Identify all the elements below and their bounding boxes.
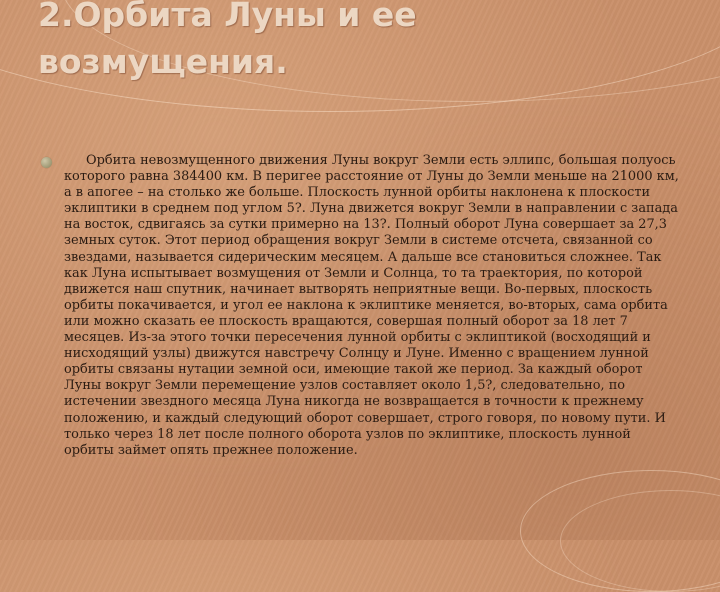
decorative-arc [560,490,720,592]
circle-bullet-icon [41,157,52,168]
slide-title: 2.Орбита Луны и ее возмущения. [38,0,417,81]
decorative-arc [520,470,720,592]
slide-body-text: Орбита невозмущенного движения Луны вокруг Земли есть эллипс, большая полуось которого равна 384400 км. В перигее расстояние от Луны до Земли меньше на 21000 км, а в апогее – на столько же больше. Плоскость лунной орбиты наклонена к плоскости эклиптики в среднем под углом 5?. Луна движется вокруг Земли в направлении с запада на восток, сдвигаясь за сутки примерно на 13?. Полный оборот Луна совершает за 27,3 земных суток. Этот период обращения вокруг Земли в системе отсчета, связанной со звездами, называется сидерическим месяцем. А дальше все становиться сложнее. Так как Луна испытывает возмущения от Земли и Солнца, то та траектория, по которой движется наш спутник, начинает вытворять неприятные вещи. Во-первых, плоскость орбиты покачивается, и угол ее наклона к эклиптике меняется, во-вторых, сама орбита или можно сказать ее плоскость вращаются, совершая полный оборот за 18 лет 7 месяцев. Из-за этого точки пересечения лунной орбиты с эклиптикой (восходящий и нисходящий узлы) движутся навстречу Солнцу и Луне. Именно с вращением лунной орбиты связаны нутации земной оси, имеющие такой же период. За каждый оборот Луны вокруг Земли перемещение узлов составляет около 1,5?, следовательно, по истечении звездного месяца Луна никогда не возвращается в точности к прежнему положению, и каждый следующий оборот совершает, строго говоря, по новому пути. И только через 18 лет после полного оборота узлов по эклиптике, плоскость лунной орбиты займет опять прежнее положение. [64,153,679,458]
